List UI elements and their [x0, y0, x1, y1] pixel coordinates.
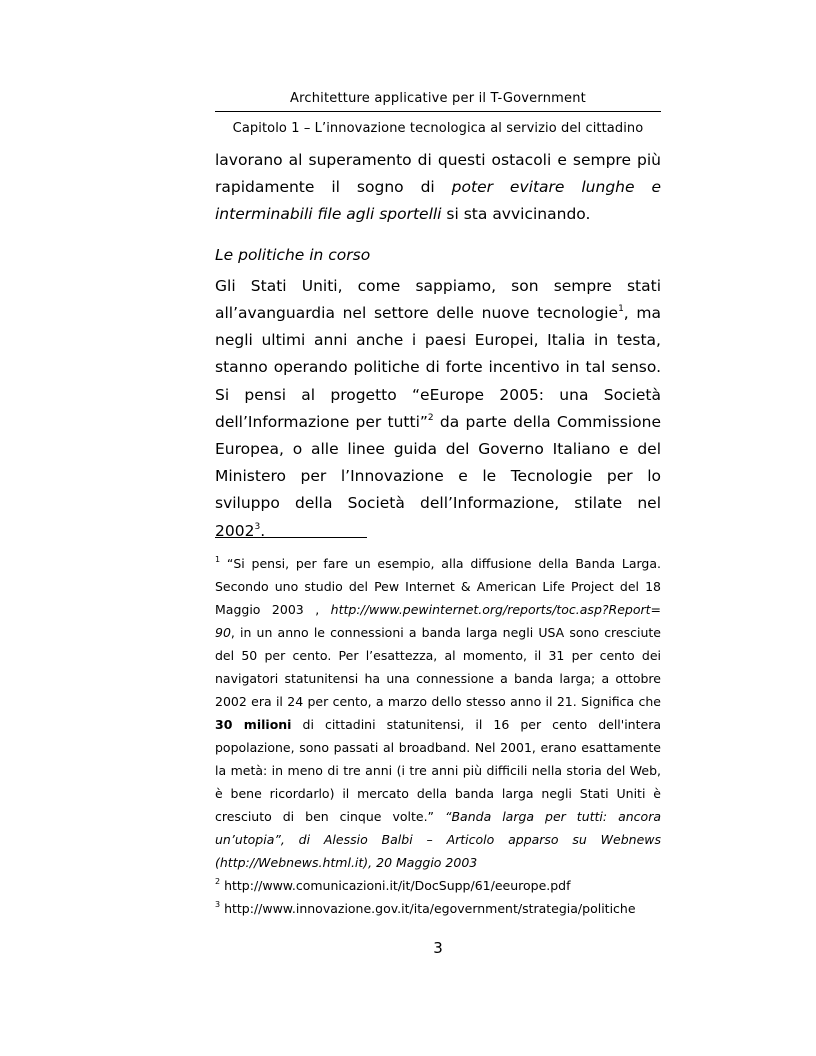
- running-header-chapter: Capitolo 1 – L’innovazione tecnologica al servizio del cittadino: [232, 121, 644, 136]
- footnotes: [215, 552, 661, 920]
- paragraph-2: [215, 273, 661, 545]
- main-text: [215, 147, 661, 545]
- paragraph-1-text-a: lavorano al superamento di questi ostacoli e sempre più rapidamente il sogno di: [215, 151, 661, 197]
- footnote-ref-1[interactable]: 1: [618, 304, 624, 315]
- footnote-1: [215, 552, 661, 874]
- footnote-3: [215, 897, 661, 920]
- paragraph-2-text-d: .: [260, 521, 266, 540]
- footnote-ref-3[interactable]: 3: [254, 521, 261, 532]
- running-header-title: Architetture applicative per il T-Government: [290, 91, 586, 106]
- paragraph-1-text-b: si sta avvicinando.: [441, 205, 591, 224]
- footnote-3-link[interactable]: http://www.innovazione.gov.it/ita/egovernment/strategia/politiche: [220, 901, 636, 916]
- footnote-ref-2[interactable]: 2: [427, 412, 434, 423]
- paragraph-2-text-a: Gli Stati Uniti, come sappiamo, son sempre stati all’avanguardia nel settore delle nuove tecnologie: [215, 276, 661, 323]
- footnote-1-url[interactable]: http://www.pewinternet.org/reports/toc.asp?Report= 90: [215, 602, 661, 640]
- page-number: 3: [433, 939, 443, 957]
- footnote-1-bold: 30 milioni: [215, 717, 292, 732]
- paragraph-1: [215, 147, 661, 229]
- footnote-2-number: 2: [215, 877, 221, 886]
- paragraph-2-text-b: , ma negli ultimi anni anche i paesi Europei, Italia in testa, stanno operando politiche di forte incentivo in tal senso. Si pensi al progetto “eEurope 2005: una Società dell’Informazione per tutti”: [215, 304, 661, 431]
- footnote-1-text-c: di cittadini statunitensi, il 16 per cento dell'intera popolazione, sono passati al broadband. Nel 2001, erano esattamente la metà: in meno di tre anni (i tre anni più difficili nella storia del Web, è bene ricordarlo) il mercato della banda larga negli Stati Uniti è cresciuto di ben cinque volte.”: [215, 717, 661, 824]
- footnote-1-text-a: “Si pensi, per fare un esempio, alla diffusione della Banda Larga. Secondo uno studio del Pew Internet & American Life Project del 18 Maggio 2003 ,: [215, 556, 661, 617]
- footnote-1-text-b: , in un anno le connessioni a banda larga negli USA sono cresciute del 50 per cento. Per l’esattezza, al momento, il 31 per cento dei navigatori statunitensi ha una connessione a banda larga; a ottobre 2002 era il 24 per cento, a marzo dello stesso anno il 21. Significa che: [215, 625, 661, 709]
- footnote-3-number: 3: [215, 900, 221, 909]
- footnote-separator: [215, 537, 367, 538]
- header-divider: [215, 111, 661, 112]
- section-heading: Le politiche in corso: [215, 245, 371, 264]
- footnote-2-link[interactable]: http://www.comunicazioni.it/it/DocSupp/61/eeurope.pdf: [220, 878, 571, 893]
- paragraph-2-text-c: da parte della Commissione Europea, o alle linee guida del Governo Italiano e del Ministero per l’Innovazione e le Tecnologie per lo sviluppo della Società dell’Informazione, stilate nel 2002: [215, 412, 661, 540]
- footnote-1-source: “Banda larga per tutti: ancora un’utopia”, di Alessio Balbi – Articolo apparso su Webnews (http://Webnews.html.it), 20 Maggio 2003: [215, 809, 661, 870]
- footnote-1-number: 1: [215, 555, 221, 564]
- paragraph-1-emphasis: poter evitare lunghe e interminabili file agli sportelli: [215, 178, 661, 224]
- footnote-2: [215, 874, 661, 897]
